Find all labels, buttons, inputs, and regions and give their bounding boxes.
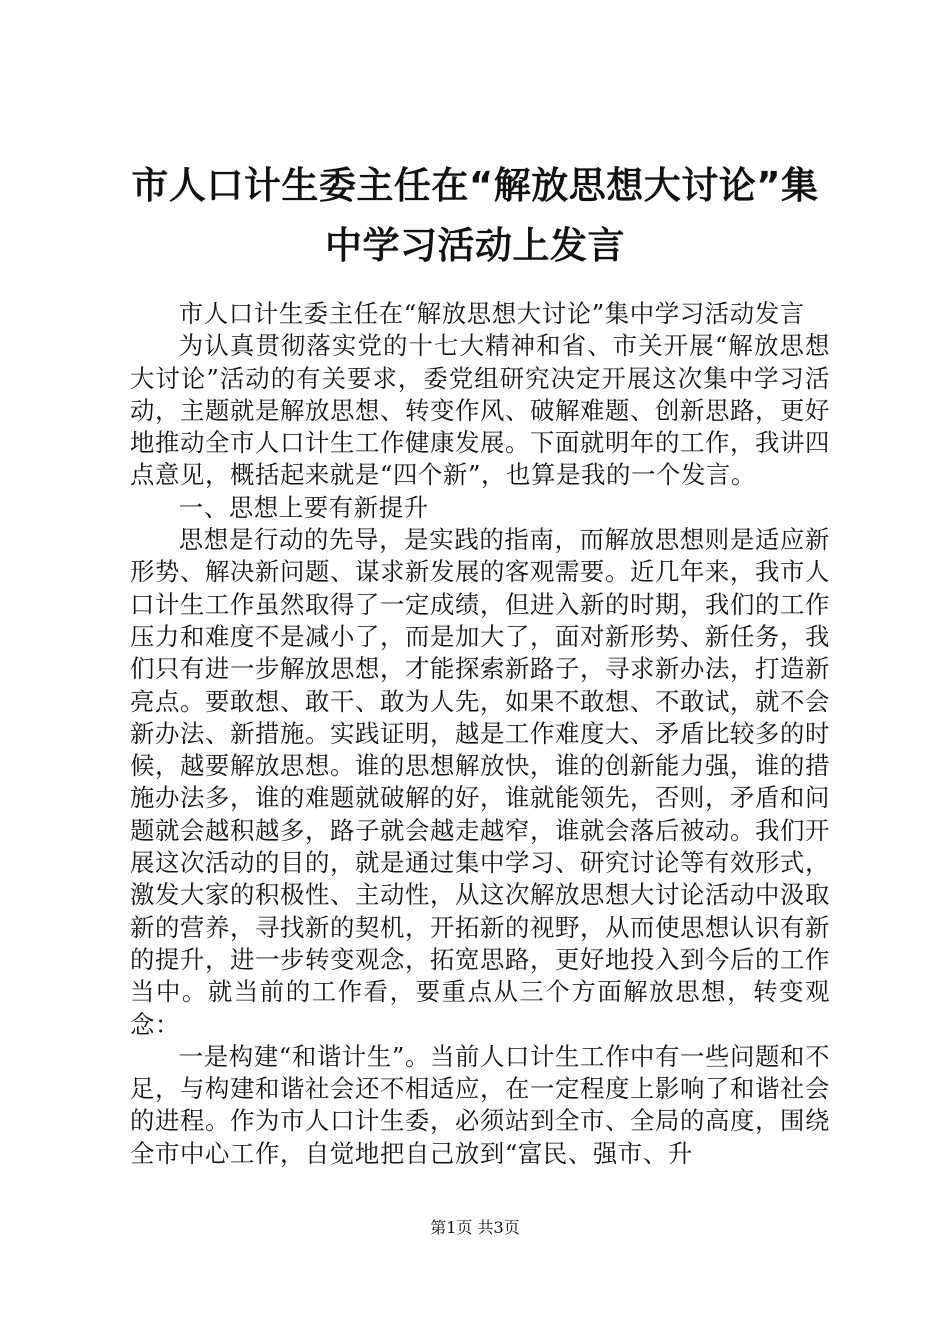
section-heading: 一、思想上要有新提升 — [178, 492, 429, 522]
paragraph-thinking: 思想是行动的先导，是实践的指南，而解放思想则是适应新形势、解决新问题、谋求新发展的客观需要。近几年来，我市人口计生工作虽然取得了一定成绩，但进入新的时期，我们的工作压力和难度不是减小了，而是加大了，面对新形势、新任务，我们只有进一步解放思想，才能探索新路子，寻求新办法，打造新亮点。要敢想、敢干、敢为人先，如果不敢想、不敢试，就不会新办法、新措施。实践证明，越是工作难度大、矛盾比较多的时候，越要解放思想。谁的思想解放快，谁的创新能力强，谁的措施办法多，谁的难题就破解的好，谁就能领先，否则，矛盾和问题就会越积越多，路子就会越走越窄，谁就会落后被动。我们开展这次活动的目的，就是通过集中学习、研究讨论等有效形式，激发大家的积极性、主动性，从这次解放思想大讨论活动中汲取新的营养，寻找新的契机，开拓新的视野，从而使思想认识有新的提升，进一步转变观念，拓宽思路，更好地投入到今后的工作当中。就当前的工作看，要重点从三个方面解放思想，转变观念： — [130, 525, 830, 1039]
paragraph-subtitle: 市人口计生委主任在“解放思想大讨论”集中学习活动发言 — [178, 299, 805, 328]
document-title: 市人口计生委主任在“解放思想大讨论”集中学习活动上发言 — [131, 164, 819, 267]
document-body — [130, 298, 830, 1170]
paragraph-intro: 为认真贯彻落实党的十七大精神和省、市关开展“解放思想大讨论”活动的有关要求，委党组研究决定开展这次集中学习活动，主题就是解放思想、转变作风、破解难题、创新思路，更好地推动全市人口计生工作健康发展。下面就明年的工作，我讲四点意见，概括起来就是“四个新”，也算是我的一个发言。 — [130, 331, 830, 490]
paragraph-harmony: 一是构建“和谐计生”。当前人口计生工作中有一些问题和不足，与构建和谐社会还不相适应，在一定程度上影响了和谐社会的进程。作为市人口计生委，必须站到全市、全局的高度，围绕全市中心工作，自觉地把自己放到“富民、强市、升 — [130, 1041, 830, 1168]
page-footer: 第1页 共3页 — [430, 1218, 520, 1237]
